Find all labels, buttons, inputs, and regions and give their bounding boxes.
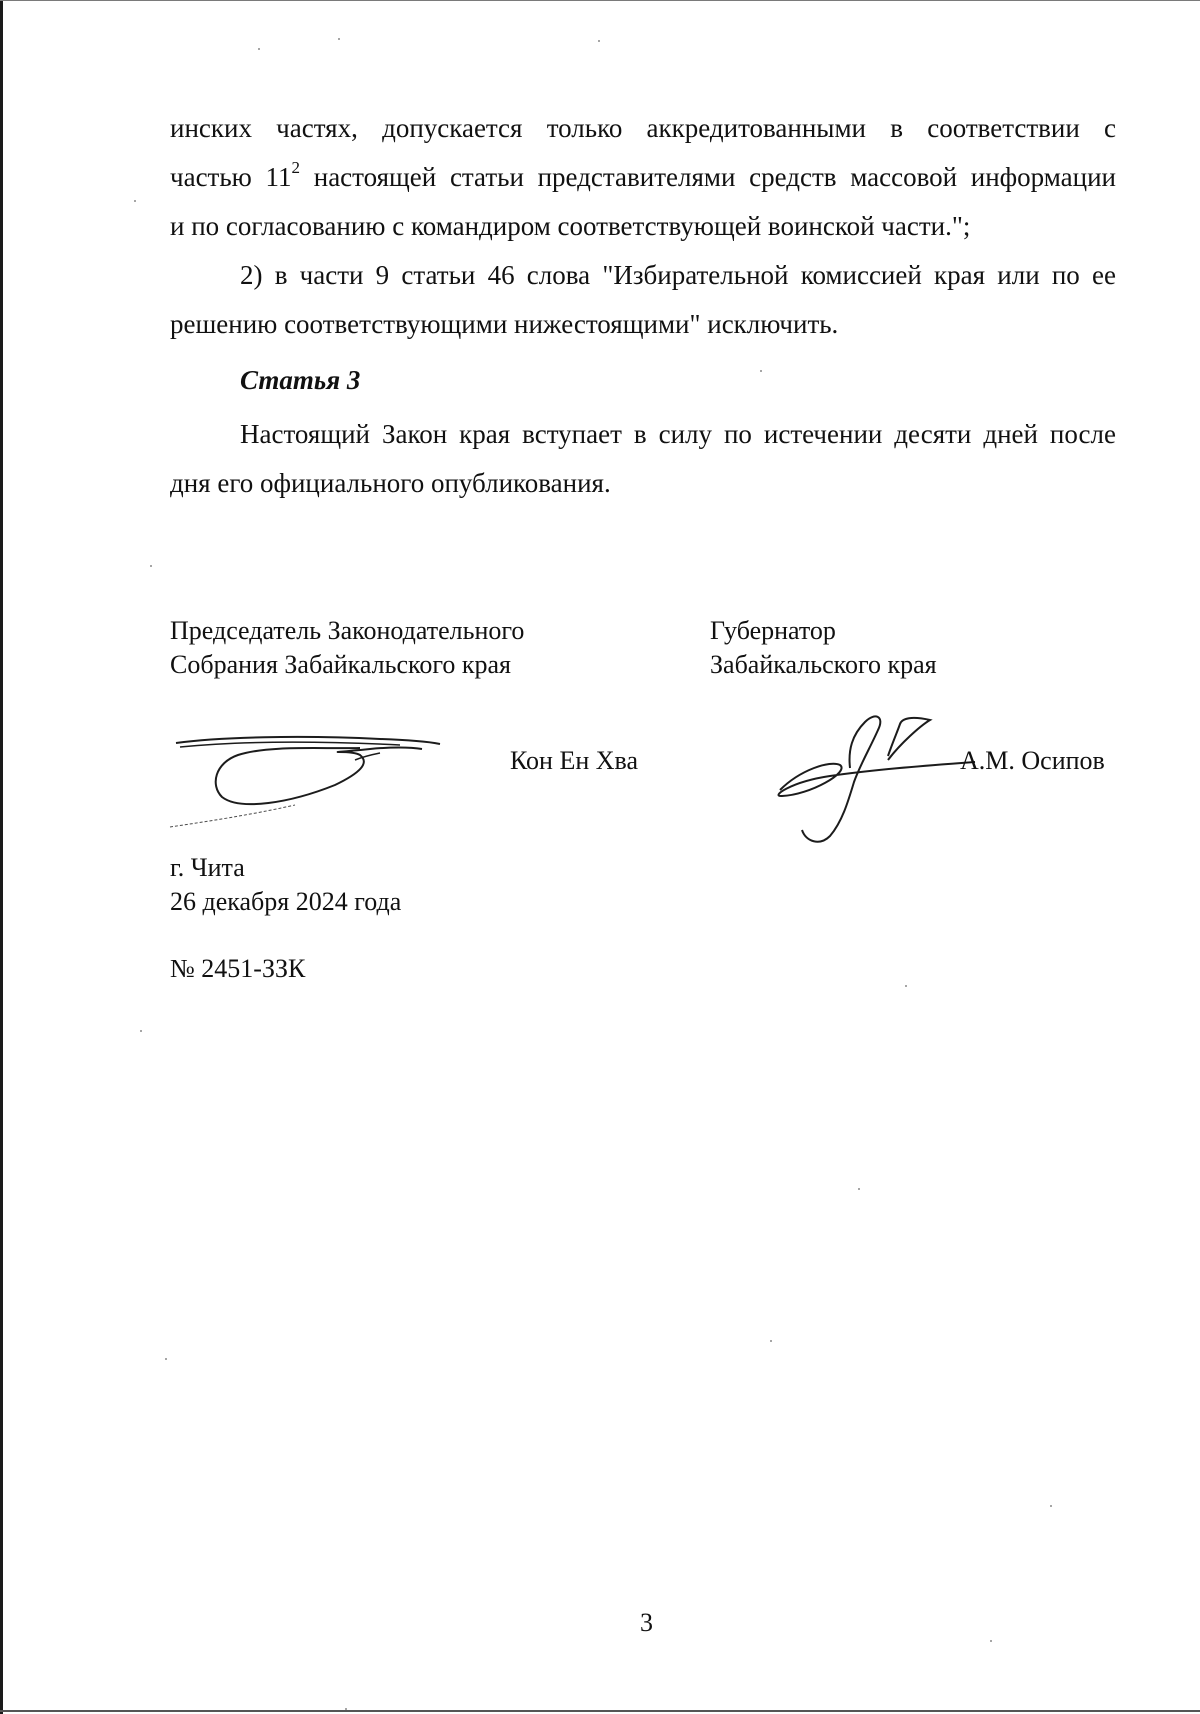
law-number: № 2451-ЗЗК [170,954,306,983]
text-line: дня его официального опубликования. [170,468,611,498]
text-line: решению соответствующими нижестоящими" исключить. [170,309,839,339]
text-fragment: настоящей статьи представителями средств массовой информации [300,162,1116,192]
text-line [170,153,1116,202]
text-fragment: и по согласованию с командиром соответствующей воинской части."; [170,211,971,241]
place: г. Чита [170,853,245,882]
article-heading: Статья 3 [240,365,361,395]
date: 26 декабря 2024 года [170,887,402,916]
left-handwritten-signature [160,725,450,840]
scan-edge-top [0,0,1200,1]
title-line: Губернатор [710,616,836,645]
text-line: 2) в части 9 статьи 46 слова "Избирательной комиссией края или по ее [240,260,1116,290]
text-line: Настоящий Закон края вступает в силу по истечении десяти дней после [240,419,1116,449]
title-line: Председатель Законодательного [170,616,525,645]
right-signatory-name: А.М. Осипов [960,746,1105,775]
paragraph-article-3 [170,410,1116,508]
scan-edge-left [0,0,3,1714]
paragraph-continuation [170,104,1116,251]
text-line: инских частях, допускается только аккредитованными в соответствии с [170,113,1116,143]
text-line [170,202,1116,251]
right-handwritten-signature [770,710,980,850]
title-line: Собрания Забайкальского края [170,650,511,679]
left-signatory-title [170,614,524,682]
paragraph-amendment-2 [170,251,1116,349]
superscript-index: 2 [291,158,301,177]
left-signatory-name: Кон Ен Хва [510,746,639,775]
scan-edge-bottom [0,1710,1200,1712]
place-and-date [170,851,401,919]
page-number: 3 [640,1608,653,1637]
text-fragment: частью 11 [170,162,292,192]
title-line: Забайкальского края [710,650,937,679]
right-signatory-title [710,614,937,682]
